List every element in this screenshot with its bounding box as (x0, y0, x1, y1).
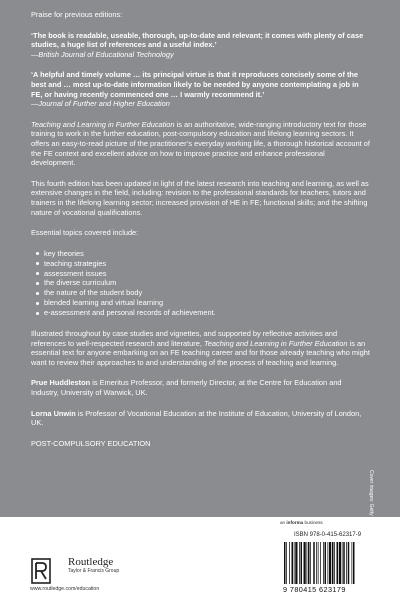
publisher-website: www.routledge.com/education (30, 586, 100, 592)
informa-business-label: an informa business (280, 520, 323, 525)
author-2-name: Lorna Unwin (31, 408, 76, 418)
barcode-digits: 9 780415 623179 (283, 585, 346, 594)
topic-item: the nature of the student body (39, 288, 371, 298)
topic-item: blended learning and virtual learning (39, 298, 371, 308)
isbn-label: ISBN 978-0-415-62317-9 (294, 532, 362, 538)
author-1-name: Prue Huddleston (31, 378, 91, 388)
quote-1-source: —British Journal of Educational Technology (31, 49, 174, 59)
author-1-bio: Prue Huddleston is Emeritus Professor, and formerly Director, at the Centre for Education and Industry, University of Warwick, UK. (31, 378, 342, 397)
publisher-sub: Taylor & Francis Group (68, 568, 120, 574)
author-2-bio: Lorna Unwin is Professor of Vocational Education at the Institute of Education, University of London, UK. (31, 408, 362, 428)
summary-paragraph: Illustrated throughout by case studies and vignettes, and supported by reflective activities and references to well-respected research and literature, Teaching and Learning in Further Education is an essential text for anyone embarking on an FE teaching career and for those already teaching who might want to review their approaches to and understanding of the process of teaching and learning. (31, 329, 370, 367)
description-text: is an authoritative, wide-ranging introductory text for those training to work in the further education, post-compulsory education and lifelong learning sectors. It offers an easy-to-read picture of the practitioner’s everyday working life, a thorough historical account of the FE context and excellent advice on how to improve practice and enhance professional development. (31, 119, 370, 168)
topic-item: key theories (39, 249, 371, 259)
publisher-name: Routledge (68, 556, 114, 568)
back-cover-text (31, 10, 371, 448)
category-label: POST-COMPULSORY EDUCATION (31, 438, 151, 448)
topic-item: e-assessment and personal records of achievement. (39, 308, 371, 318)
topic-item: teaching strategies (39, 259, 371, 269)
book-title-italic: Teaching and Learning in Further Education (31, 119, 175, 129)
edition-paragraph: This fourth edition has been updated in light of the latest research into teaching and learning, as well as extensive changes in the field, including: revision to the professional standards for teachers, tutors and trainers in the lifelong learning sector; increased provision of HE in FE; functional skills; and the shifting nature of vocational qualifications. (31, 178, 369, 217)
quote-2: ‘A helpful and timely volume … its principal virtue is that it reproduces concisely some of the best and … most up-to-date information likely to be needed by anyone contemplating a job in FE, or having recently commenced one … I warmly recommend it.’ (31, 70, 359, 99)
topic-item: assessment issues (39, 269, 371, 279)
barcode (282, 540, 375, 586)
barcode-graphic (282, 540, 375, 586)
quote-2-source: —Journal of Further and Higher Education (31, 99, 170, 109)
description-paragraph (31, 120, 371, 168)
topics-heading: Essential topics covered include: (31, 228, 139, 238)
routledge-logo-icon (30, 557, 67, 585)
quote-1: ‘The book is readable, useable, thorough, up-to-date and relevant; it comes with plenty of case studies, a huge list of references and a useful index.’ (31, 30, 364, 50)
topic-item: the diverse curriculum (39, 278, 371, 288)
praise-heading: Praise for previous editions: (31, 10, 123, 19)
topics-list (31, 249, 371, 318)
cover-credit: Cover images: Getty (368, 470, 374, 516)
book-title-italic: Teaching and Learning in Further Education (203, 338, 348, 348)
